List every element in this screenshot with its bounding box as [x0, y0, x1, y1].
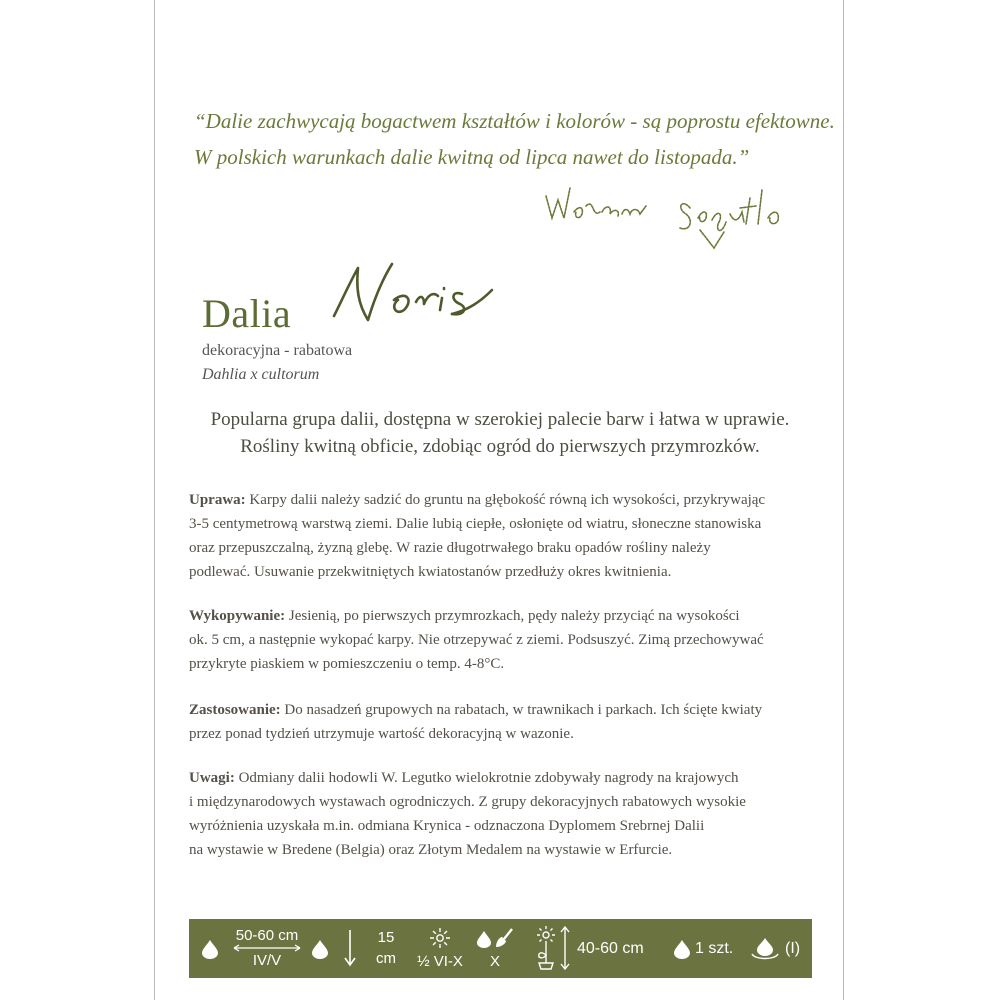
tuber-icon — [199, 929, 221, 969]
intro-line-1: Popularna grupa dalii, dostępna w szerokiej palecie barw i łatwa w uprawie. — [210, 409, 790, 430]
bulb-icon — [749, 929, 781, 969]
section-text: oraz przepuszczalną, żyzną glebę. W razie długotrwałego braku opadów rośliny należy — [189, 540, 711, 556]
spacing-arrow-icon — [232, 944, 302, 952]
section-text: Jesienią, po pierwszych przymrozkach, pędy należy przyciąć na wysokości — [285, 608, 740, 624]
harvest-time: X — [489, 953, 500, 970]
product-title: Dalia — [202, 291, 292, 336]
section-text: przez ponad tydzień utrzymuje wartość dekoracyjną w wazonie. — [189, 726, 574, 742]
section-text: podlewać. Usuwanie przekwitniętych kwiatostanów przedłuży okres kwitnienia. — [189, 564, 672, 580]
latin-name: Dahlia x cultorum — [202, 366, 320, 383]
planting-time: IV/V — [252, 952, 282, 969]
depth-arrow-icon — [343, 925, 357, 971]
cultivar-script-name — [328, 260, 498, 335]
section-label: Uprawa: — [189, 492, 246, 508]
dig-shovel-icon — [474, 925, 516, 951]
intro-line-2: Rośliny kwitną obficie, zdobiąc ogród do pierwszych przymrozków. — [240, 436, 760, 457]
bloom-time: ½ VI-X — [417, 953, 463, 970]
section-text: Do nasadzeń grupowych na rabatach, w trawnikach i parkach. Ich ścięte kwiaty — [280, 702, 763, 718]
quantity-value: 1 szt. — [695, 940, 734, 957]
height-info — [577, 929, 644, 969]
tuber-icon — [309, 929, 331, 969]
section-wykopywanie — [189, 604, 829, 676]
section-label: Wykopywanie: — [189, 608, 286, 624]
section-text: Karpy dalii należy sadzić do gruntu na głębokość równą ich wysokości, przykrywając — [245, 492, 766, 508]
section-text: 3-5 centymetrową warstwą ziemi. Dalie lubią ciepłe, osłonięte od wiatru, słoneczne stanowiska — [189, 516, 762, 532]
tuber-icon — [671, 929, 693, 969]
section-text: przykryte piaskiem w pomieszczeniu o temp. 4-8°C. — [189, 656, 505, 672]
section-text: na wystawie w Bredene (Belgia) oraz Złotym Medalem na wystawie w Erfurcie. — [189, 842, 673, 858]
section-text: ok. 5 cm, a następnie wykopać karpy. Nie otrzepywać z ziemi. Podsuszyć. Zimą przechowywać — [189, 632, 764, 648]
section-zastosowanie — [189, 698, 829, 746]
breeder-quote — [194, 103, 834, 175]
harvest-info — [471, 925, 519, 970]
intro-paragraph — [170, 406, 830, 460]
quote-line-1: “Dalie zachwycają bogactwem kształtów i kolorów - są poprostu efektowne. — [194, 109, 835, 133]
bulb-size-info — [785, 929, 800, 969]
depth-unit: cm — [376, 950, 396, 967]
spacing-info — [227, 927, 307, 969]
section-uwagi — [189, 766, 829, 862]
spacing-value: 50-60 cm — [235, 927, 299, 944]
section-label: Zastosowanie: — [189, 702, 281, 718]
section-text: wyróżnienia uzyskała m.in. odmiana Krynica - odznaczona Dyplomem Srebrnej Dalii — [189, 818, 705, 834]
section-text: Odmiany dalii hodowli W. Legutko wielokrotnie zdobywały nagrody na krajowych — [234, 770, 739, 786]
section-uprawa — [189, 488, 829, 584]
handwritten-signature — [540, 178, 830, 263]
section-label: Uwagi: — [189, 770, 235, 786]
planting-info-bar — [189, 919, 812, 978]
depth-info — [369, 929, 403, 967]
depth-value: 15 — [377, 929, 395, 946]
plant-height: 40-60 cm — [577, 940, 644, 957]
bulb-size: (I) — [785, 940, 801, 957]
section-text: i międzynarodowych wystawach ogrodniczych. Z grupy dekoracyjnych rabatowych wysokie — [189, 794, 746, 810]
plant-height-icon — [533, 925, 571, 971]
flower-sun-icon — [429, 927, 451, 949]
bloom-info — [411, 927, 469, 970]
product-subtitle: dekoracyjna - rabatowa — [202, 342, 353, 359]
quantity-info — [695, 929, 733, 969]
quote-line-2: W polskich warunkach dalie kwitną od lipca nawet do listopada.” — [194, 145, 750, 169]
